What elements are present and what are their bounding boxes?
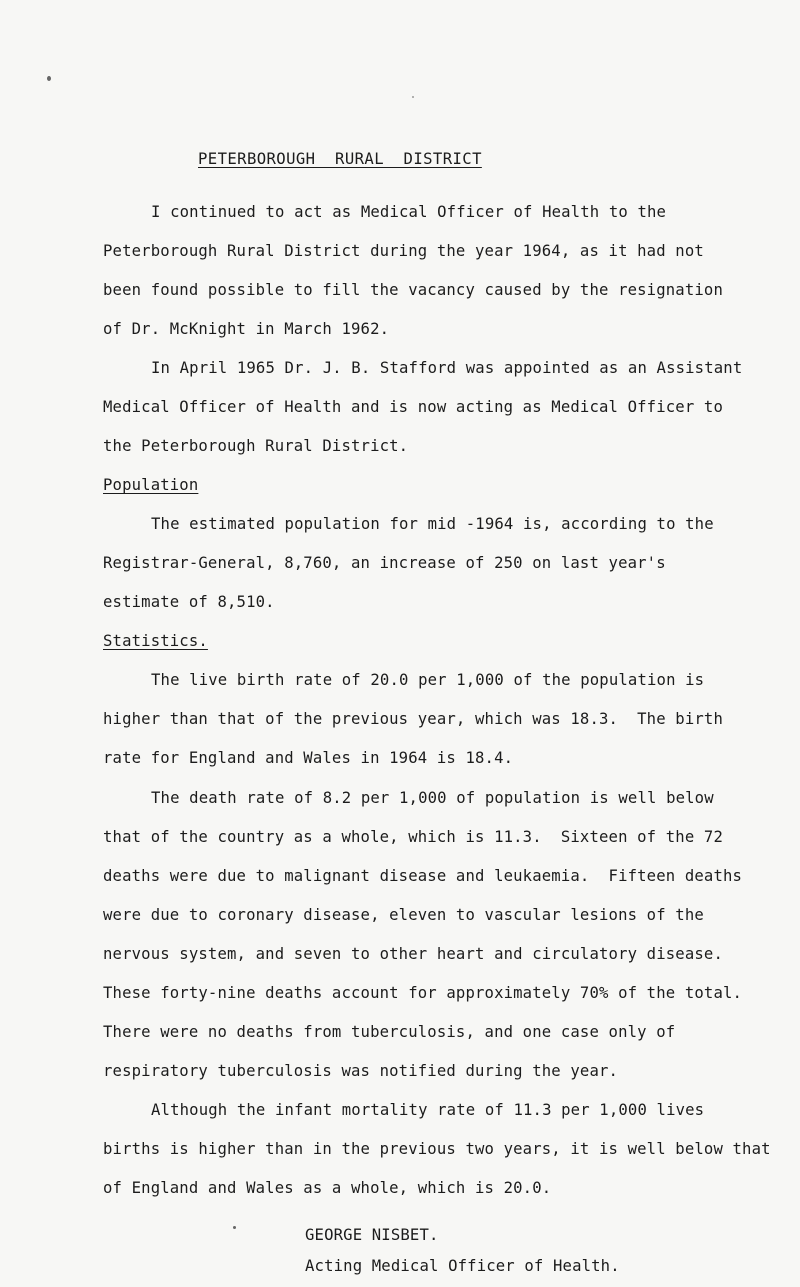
signature-name: GEORGE NISBET. xyxy=(305,1226,439,1244)
population-line-2: Registrar-General, 8,760, an increase of 250 on last year's xyxy=(103,554,666,572)
scan-speck xyxy=(233,1226,236,1229)
birth-rate-line-2: higher than that of the previous year, which was 18.3. The birth xyxy=(103,710,723,728)
birth-rate-line-1: The live birth rate of 20.0 per 1,000 of the population is xyxy=(151,671,705,689)
death-rate-line-8: respiratory tuberculosis was notified during the year. xyxy=(103,1062,619,1080)
intro-line-3: been found possible to fill the vacancy caused by the resignation xyxy=(103,281,723,299)
population-heading: Population xyxy=(103,476,199,494)
infant-mortality-line-3: of England and Wales as a whole, which is 20.0. xyxy=(103,1179,552,1197)
page-title: PETERBOROUGH RURAL DISTRICT xyxy=(198,150,482,168)
population-line-3: estimate of 8,510. xyxy=(103,593,275,611)
infant-mortality-line-2: births is higher than in the previous two years, it is well below that xyxy=(103,1140,771,1158)
intro-line-2: Peterborough Rural District during the year 1964, as it had not xyxy=(103,242,704,260)
signature-title: Acting Medical Officer of Health. xyxy=(305,1257,620,1275)
death-rate-line-5: nervous system, and seven to other heart and circulatory disease. xyxy=(103,945,723,963)
birth-rate-line-3: rate for England and Wales in 1964 is 18.4. xyxy=(103,749,514,767)
death-rate-line-7: There were no deaths from tuberculosis, and one case only of xyxy=(103,1023,676,1041)
intro-line-1: I continued to act as Medical Officer of Health to the xyxy=(151,203,667,221)
death-rate-line-1: The death rate of 8.2 per 1,000 of population is well below xyxy=(151,789,714,807)
death-rate-line-3: deaths were due to malignant disease and leukaemia. Fifteen deaths xyxy=(103,867,743,885)
scan-speck xyxy=(412,96,414,98)
intro-line-4: of Dr. McKnight in March 1962. xyxy=(103,320,390,338)
appointment-line-2: Medical Officer of Health and is now acting as Medical Officer to xyxy=(103,398,723,416)
scan-speck xyxy=(47,76,51,81)
infant-mortality-line-1: Although the infant mortality rate of 11.3 per 1,000 lives xyxy=(151,1101,705,1119)
death-rate-line-4: were due to coronary disease, eleven to vascular lesions of the xyxy=(103,906,704,924)
appointment-line-1: In April 1965 Dr. J. B. Stafford was appointed as an Assistant xyxy=(151,359,743,377)
death-rate-line-6: These forty-nine deaths account for approximately 70% of the total. xyxy=(103,984,743,1002)
appointment-line-3: the Peterborough Rural District. xyxy=(103,437,409,455)
population-line-1: The estimated population for mid -1964 is, according to the xyxy=(151,515,714,533)
statistics-heading: Statistics. xyxy=(103,632,208,650)
death-rate-line-2: that of the country as a whole, which is 11.3. Sixteen of the 72 xyxy=(103,828,723,846)
